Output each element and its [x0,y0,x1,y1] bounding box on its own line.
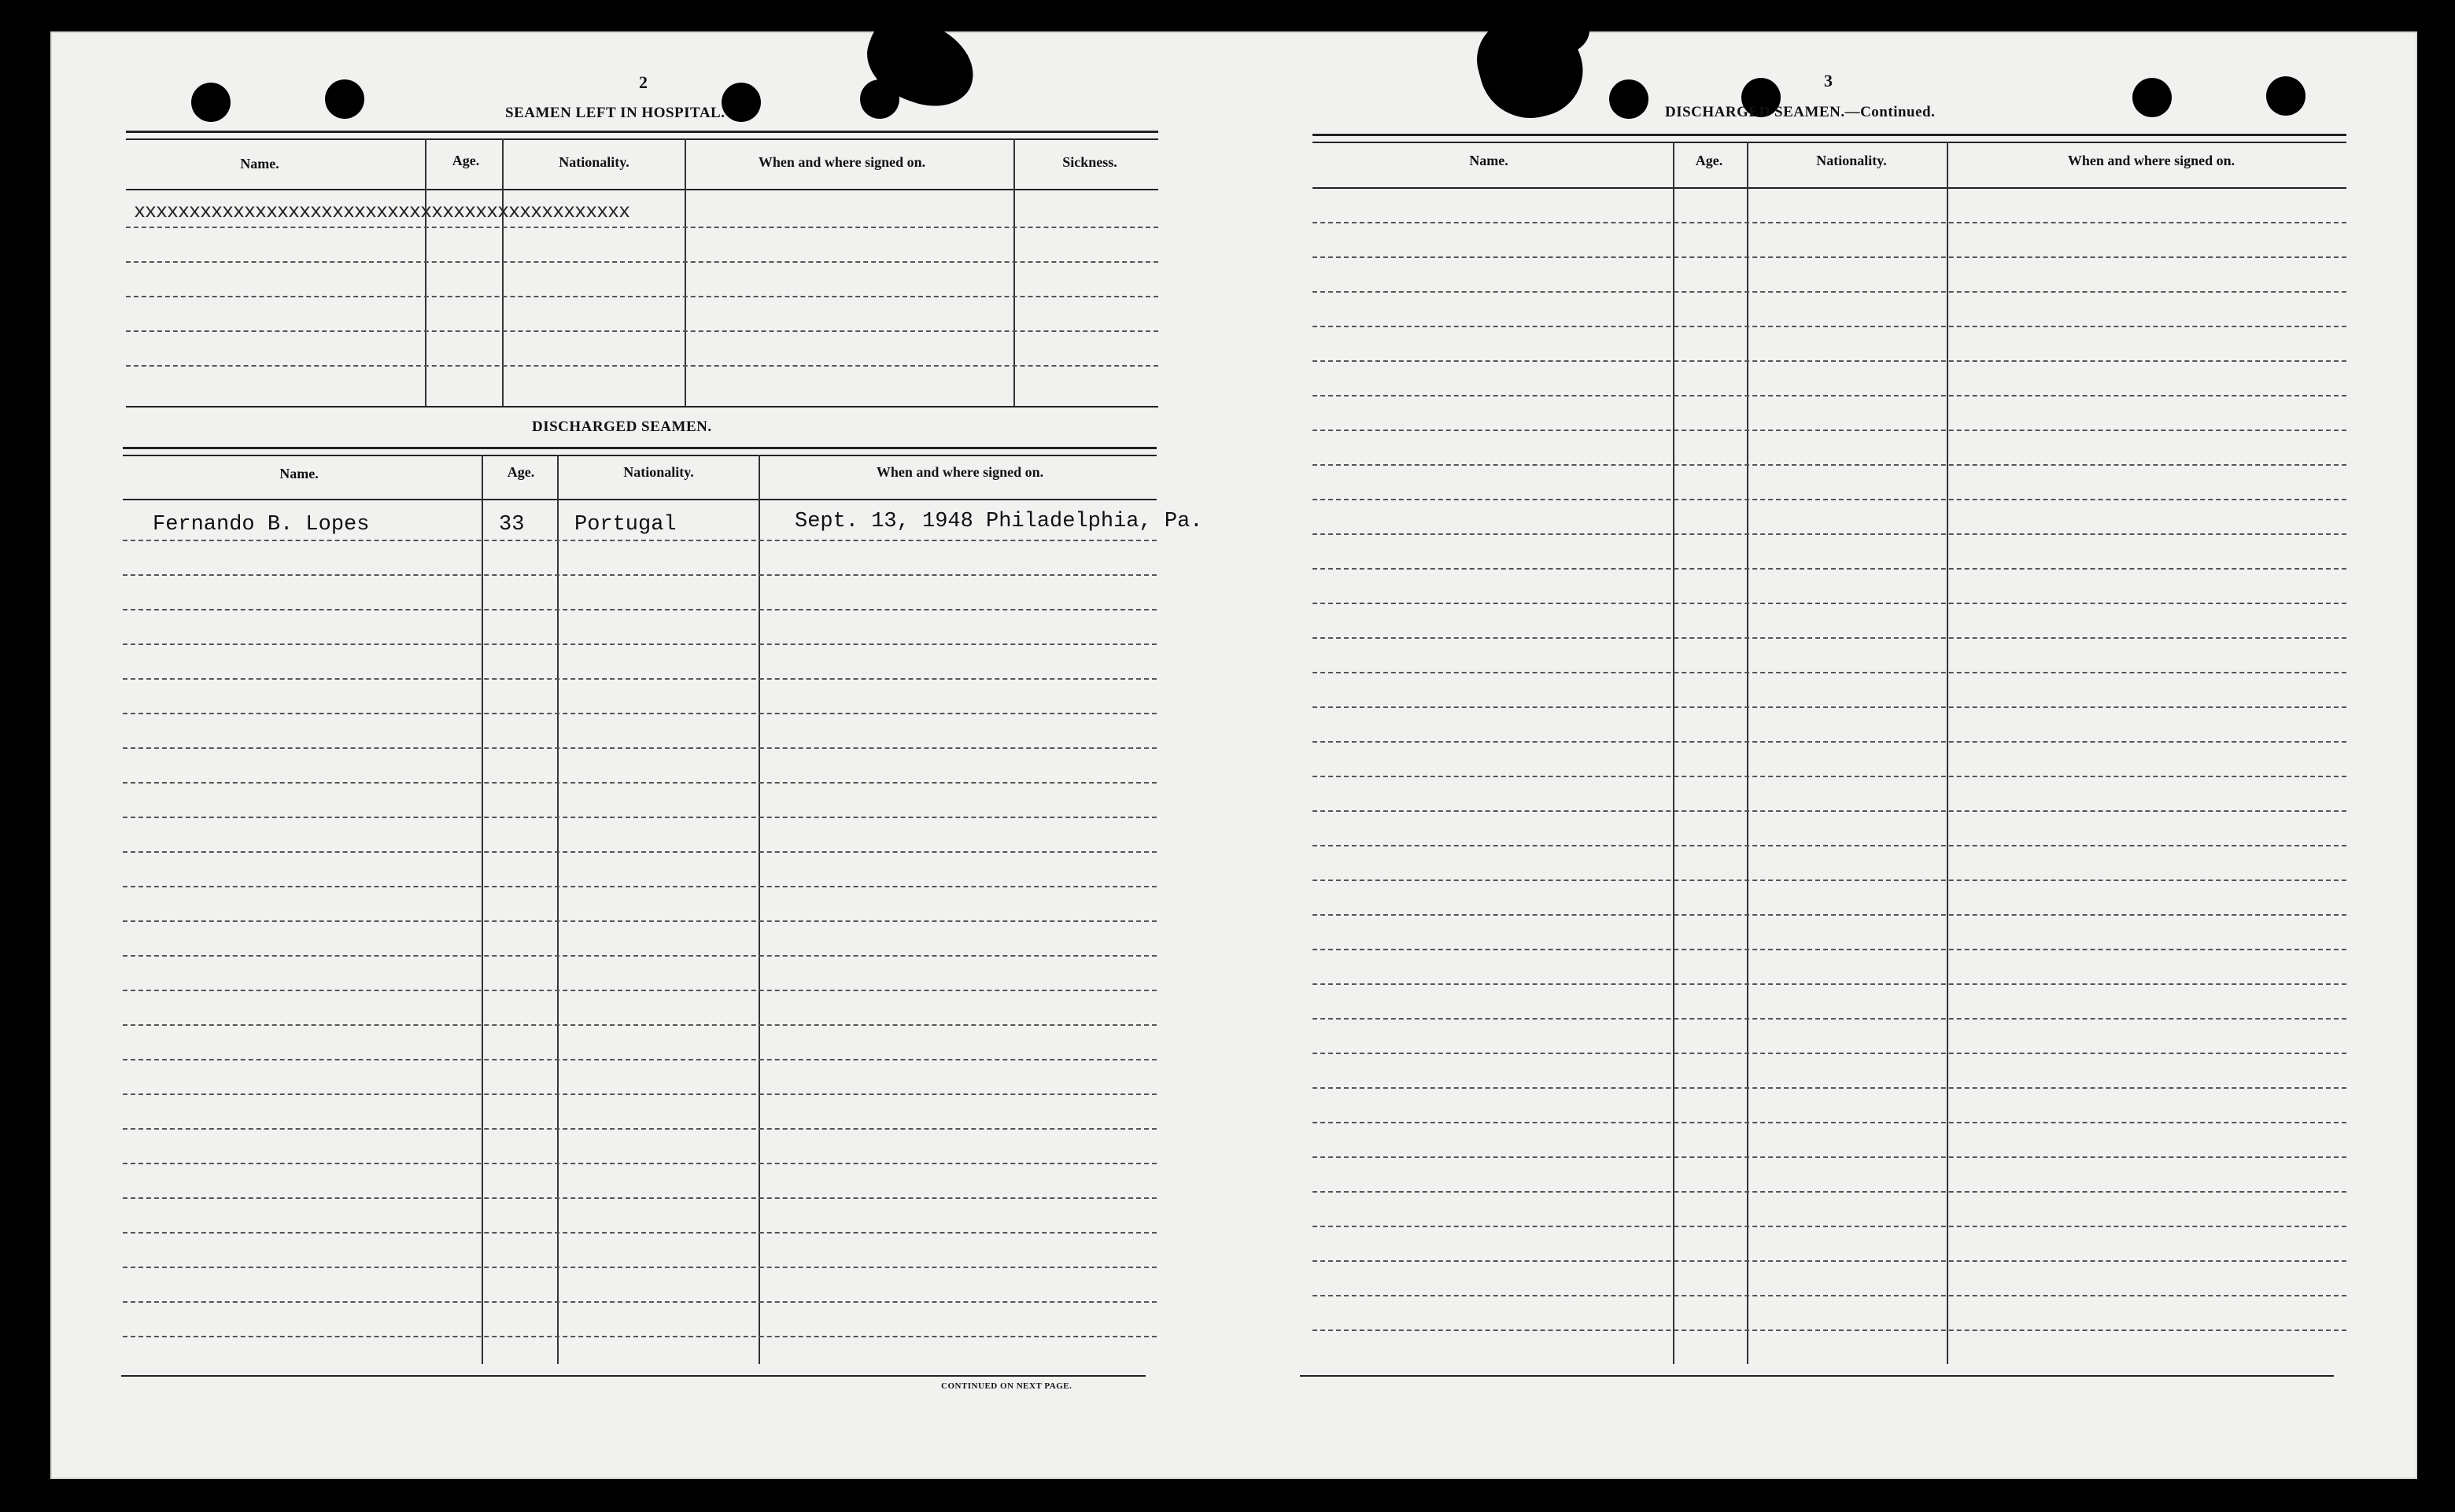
punch-hole [1609,79,1648,119]
ledger-rule [1312,464,2346,466]
ledger-rule [123,1163,1157,1164]
discharged-row-age: 33 [499,513,525,537]
ledger-rule [1312,1260,2346,1262]
ledger-rule [123,1232,1157,1234]
ledger-rule [123,644,1157,645]
ledger-rule [1312,395,2346,396]
discharged-row-nationality: Portugal [574,513,677,537]
ledger-rule [1312,568,2346,570]
ledger-rule [1312,326,2346,327]
discharged-row-name: Fernando B. Lopes [153,513,370,537]
right-col-nationality: Nationality. [1816,153,1887,168]
ledger-rule [1312,222,2346,223]
ledger-rule [1312,430,2346,431]
right-col-name: Name. [1469,153,1508,168]
ledger-rule [123,540,1157,541]
ledger-rule [123,1059,1157,1060]
ledger-rule [1312,1295,2346,1296]
punch-hole [325,79,364,119]
continued-note: CONTINUED ON NEXT PAGE. [941,1381,1072,1391]
page-number-left: 2 [639,72,648,92]
ledger-rule [1312,741,2346,743]
ledger-rule [123,886,1157,887]
right-col-age: Age. [1695,153,1723,168]
ledger-rule [1312,949,2346,950]
ledger-rule [1312,533,2346,535]
discharged-col-nationality: Nationality. [623,464,694,480]
ledger-rule [1312,1018,2346,1020]
discharged-col-signed-on: When and where signed on. [876,464,1044,480]
hospital-col-nationality: Nationality. [559,154,629,170]
punch-hole [2266,76,2305,116]
ledger-rule [1312,1053,2346,1054]
page-number-right: 3 [1824,71,1833,90]
hospital-col-sickness: Sickness. [1062,154,1117,170]
ledger-rule [1312,672,2346,673]
ledger-rule [1312,499,2346,500]
ledger-rule [123,1024,1157,1026]
ledger-rule [1312,291,2346,293]
hospital-col-name: Name. [240,156,279,171]
ledger-rule [123,1267,1157,1268]
ledger-rule [123,851,1157,853]
punch-hole [860,79,899,119]
hospital-col-age: Age. [452,153,480,168]
ledger-rule [1312,776,2346,777]
ledger-rule [1312,1226,2346,1227]
discharged-section-title: DISCHARGED SEAMEN. [532,419,712,435]
discharged-col-name: Name. [279,466,319,481]
ledger-rule [1312,1191,2346,1193]
ledger-rule [123,990,1157,991]
ledger-rule [1312,360,2346,362]
ledger-rule [1312,637,2346,639]
ledger-rule [123,1197,1157,1199]
ledger-rule [123,713,1157,714]
ledger-rule [1312,256,2346,258]
punch-hole [2132,78,2172,117]
discharged-row-signed-on: Sept. 13, 1948 Philadelphia, Pa. [795,510,1203,533]
ledger-rule [123,678,1157,680]
ledger-rule [123,1128,1157,1130]
ledger-rule [1312,603,2346,604]
ledger-rule [123,1093,1157,1095]
ledger-rule [1312,810,2346,812]
ledger-rule [123,782,1157,784]
ledger-rule [123,747,1157,749]
ledger-rule [123,609,1157,610]
ledger-rule [1312,983,2346,985]
discharged-continued-title: DISCHARGED SEAMEN.—Continued. [1665,104,1936,120]
ledger-rule [1312,1156,2346,1158]
ledger-rule [1312,1122,2346,1123]
right-col-signed-on: When and where signed on. [2067,153,2235,168]
ledger-rule [123,955,1157,957]
ledger-rule [123,1336,1157,1337]
struck-out-entry: xxxxxxxxxxxxxxxxxxxxxxxxxxxxxxxxxxxxxxxxxxxxx [134,201,630,223]
ledger-rule [1312,706,2346,708]
torn-edge [1519,0,1589,55]
punch-hole [722,83,761,122]
ledger-rule [1312,914,2346,916]
discharged-col-age: Age. [507,464,535,480]
ledger-rule [1312,1087,2346,1089]
hospital-section-title: SEAMEN LEFT IN HOSPITAL. [505,105,725,121]
document-sheet [50,31,2417,1479]
ledger-rule [123,574,1157,576]
ledger-rule [1312,1329,2346,1331]
ledger-rule [1312,880,2346,881]
ledger-rule [123,920,1157,922]
hospital-col-signed-on: When and where signed on. [758,154,926,170]
ledger-rule [123,817,1157,818]
punch-hole [191,83,231,122]
ledger-rule [123,1301,1157,1303]
ledger-rule [1312,845,2346,846]
